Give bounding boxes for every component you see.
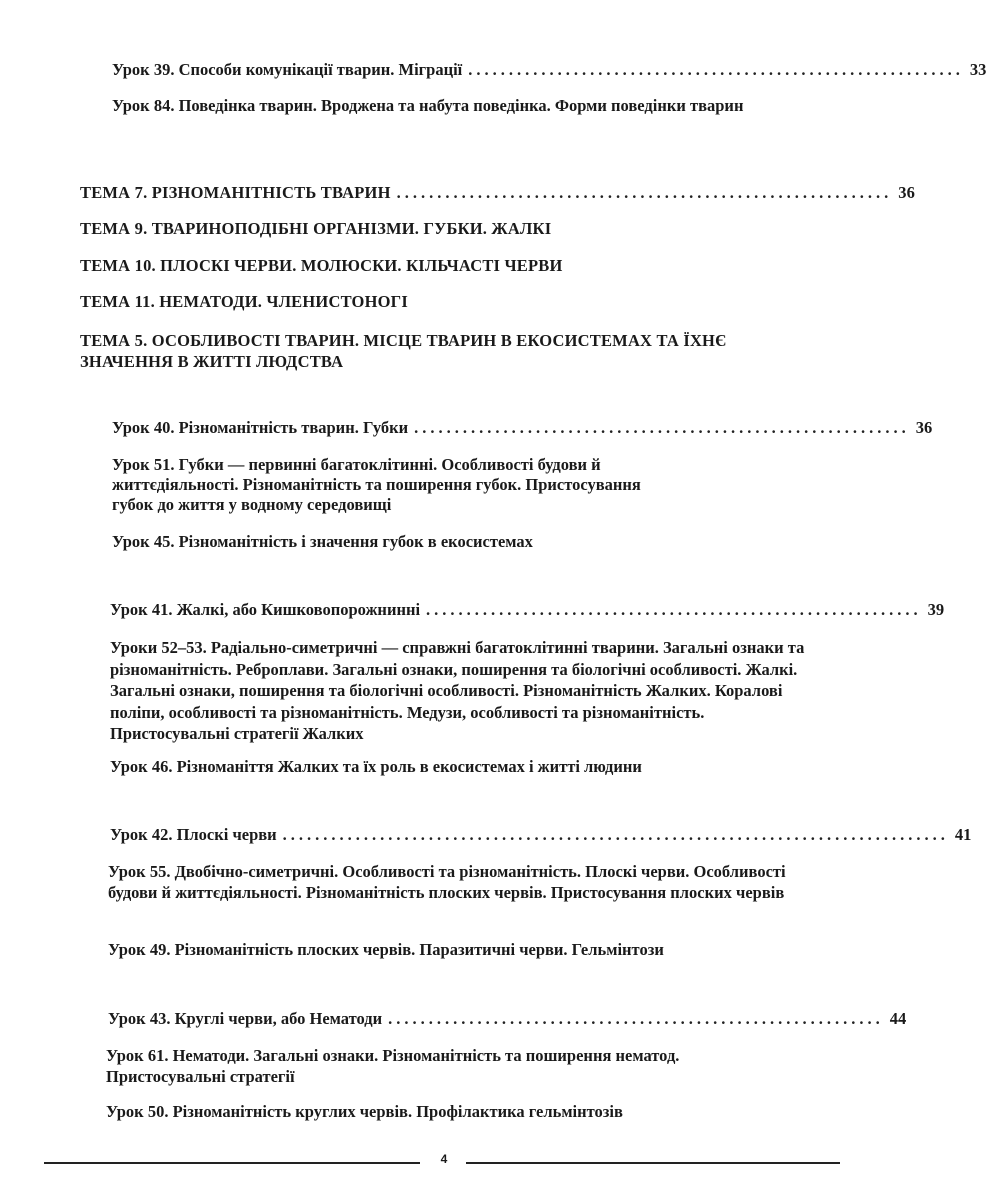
leader-dots: .................................................................................. [282,825,949,844]
toc-entry-lesson-49: Урок 49. Різноманітність плоских червів. Паразитичні черви. Гельмінтози [108,940,664,959]
page-ref: 41 [954,825,972,844]
page-ref: 39 [927,600,945,619]
toc-entry-theme-5: ТЕМА 5. ОСОБЛИВОСТІ ТВАРИН. МІСЦЕ ТВАРИН В ЕКОСИСТЕМАХ ТА ЇХНЄ ЗНАЧЕННЯ В ЖИТТІ ЛЮДСТВА [80,331,727,371]
toc-entry-lesson-51: Урок 51. Губки — первинні багатоклітинні. Особливості будови й життєдіяльності. Різноманітність та поширення губок. Пристосування губок до життя у водному середовищі [112,455,641,514]
page-ref: 36 [915,418,933,437]
leader-dots: ............................................................. [414,418,910,437]
page-ref: 33 [969,60,986,79]
toc-entry-lesson-42 [110,825,972,845]
toc-entry-lesson-41 [110,600,945,620]
page-number: 4 [440,1152,448,1166]
toc-entry-lesson-50: Урок 50. Різноманітність круглих червів. Профілактика гельмінтозів [106,1102,623,1121]
toc-entry-theme-11: ТЕМА 11. НЕМАТОДИ. ЧЛЕНИСТОНОГІ [80,292,408,311]
toc-entry-lessons-52-53: Уроки 52–53. Радіально-симетричні — справжні багатоклітинні тварини. Загальні ознаки та різноманітність. Реброплави. Загальні ознаки, поширення та біологічні особливості. Жалкі. Загальні ознаки, поширення та біологічні особливості. Різноманітність Жалких. Коралові поліпи, особливості та різноманітність. Медузи, особливості та різноманітність. Пристосувальні стратегії Жалких [110,638,805,743]
leader-dots: ............................................................. [388,1009,884,1028]
entry-title: Урок 42. Плоскі черви [110,825,277,844]
toc-entry-lesson-46: Урок 46. Різноманіття Жалких та їх роль в екосистемах і житті людини [110,757,642,776]
toc-entry-lesson-84: Урок 84. Поведінка тварин. Вроджена та набута поведінка. Форми поведінки тварин [112,96,744,115]
toc-entry-lesson-61: Урок 61. Нематоди. Загальні ознаки. Різноманітність та поширення нематод. Пристосувальні стратегії [106,1046,680,1086]
toc-entry-lesson-45: Урок 45. Різноманітність і значення губок в екосистемах [112,532,533,551]
page-ref: 36 [898,183,916,202]
leader-dots: ............................................................. [468,60,964,79]
toc-entry-theme-10: ТЕМА 10. ПЛОСКІ ЧЕРВИ. МОЛЮСКИ. КІЛЬЧАСТІ ЧЕРВИ [80,256,563,275]
footer-rule-right [466,1162,840,1164]
entry-title: Урок 39. Способи комунікації тварин. Міграції [112,60,463,79]
toc-entry-lesson-40 [112,418,933,438]
entry-title: Урок 43. Круглі черви, або Нематоди [108,1009,383,1028]
entry-title: Урок 40. Різноманітність тварин. Губки [112,418,409,437]
leader-dots: ............................................................. [396,183,893,202]
toc-entry-lesson-39 [112,60,986,80]
leader-dots: ............................................................. [426,600,922,619]
entry-title: Урок 41. Жалкі, або Кишковопорожнинні [110,600,421,619]
toc-entry-lesson-43 [108,1009,907,1029]
toc-entry-theme-7 [80,183,916,203]
footer-rule-left [44,1162,420,1164]
page-ref: 44 [889,1009,907,1028]
toc-entry-theme-9: ТЕМА 9. ТВАРИНОПОДІБНІ ОРГАНІЗМИ. ГУБКИ. ЖАЛКІ [80,219,552,238]
toc-entry-lesson-55: Урок 55. Двобічно-симетричні. Особливості та різноманітність. Плоскі черви. Особливості будови й життєдіяльності. Різноманітність плоских червів. Пристосування плоских червів [108,862,786,902]
entry-title: ТЕМА 7. РІЗНОМАНІТНІСТЬ ТВАРИН [80,183,391,202]
